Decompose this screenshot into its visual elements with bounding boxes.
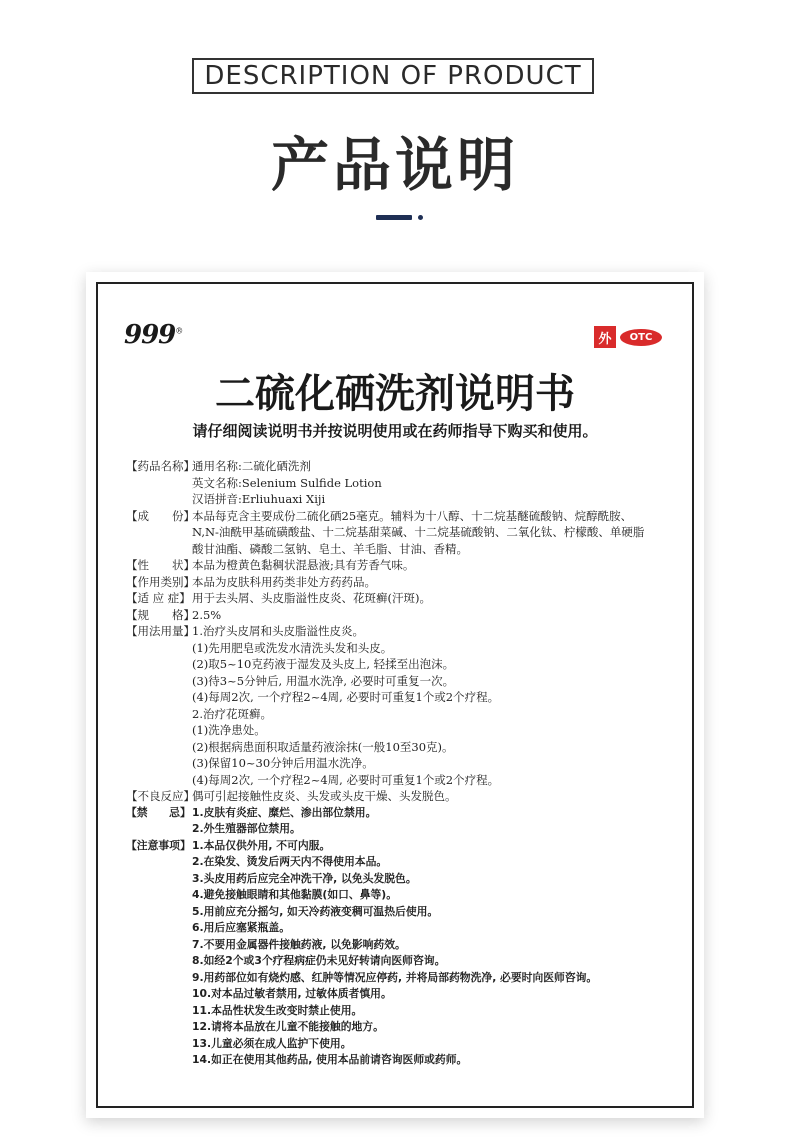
section-line: 10.对本品过敏者禁用, 过敏体质者慎用。 (192, 987, 392, 1000)
brand-text: 999 (124, 320, 176, 350)
section-line: (3)保留10~30分钟后用温水洗净。 (192, 756, 374, 770)
header-english-title: DESCRIPTION OF PRODUCT (204, 61, 582, 91)
section-line: (1)洗净患处。 (192, 723, 266, 737)
section-line: 1.皮肤有炎症、糜烂、渗出部位禁用。 (192, 805, 377, 819)
section-line: (1)先用肥皂或洗发水清洗头发和头皮。 (192, 640, 393, 655)
section-line: 6.用后应塞紧瓶盖。 (192, 921, 290, 934)
section-line: 12.请将本品放在儿童不能接触的地方。 (192, 1020, 384, 1033)
section-content (192, 508, 686, 558)
section-line: 用于去头屑、头皮脂溢性皮炎、花斑癣(汗斑)。 (192, 591, 431, 605)
section-line: (3)待3~5分钟后, 用温水洗净, 必要时可重复一次。 (192, 673, 455, 688)
section-line: 2.5% (192, 607, 222, 622)
section-line: (4)每周2次, 一个疗程2~4周, 必要时可重复1个或2个疗程。 (192, 772, 500, 787)
section-label: 【注意事项】 (126, 838, 191, 852)
section-label: 【禁 忌】 (126, 805, 191, 819)
section-line: (2)取5~10克药液于湿发及头皮上, 轻揉至出泡沫。 (192, 657, 455, 671)
leaflet-sections (126, 458, 686, 1069)
section (126, 805, 686, 838)
section (126, 838, 686, 1069)
leaflet-title: 二硫化硒洗剂说明书 (215, 370, 575, 417)
section (126, 623, 686, 788)
section-line: 7.不要用金属器件接触药液, 以免影响药效。 (192, 937, 406, 951)
section-line: 本品每克含主要成份二硫化硒25毫克。辅料为十八醇、十二烷基醚硫酸钠、烷醇酰胺、 (192, 508, 633, 523)
section-line: 通用名称:二硫化硒洗剂 (192, 459, 311, 473)
section-content (192, 557, 686, 574)
section-line: 13.儿童必须在成人监护下使用。 (192, 1036, 352, 1050)
section (126, 574, 686, 591)
section-line: 1.本品仅供外用, 不可内服。 (192, 838, 331, 852)
section (126, 458, 686, 508)
section-line: 2.外生殖器部位禁用。 (192, 822, 301, 835)
section-label: 【适 应 症】 (126, 591, 191, 605)
registered-mark: ® (175, 326, 183, 336)
section (126, 788, 686, 805)
section-line: N,N-油酰甲基硫磺酸盐、十二烷基甜菜碱、十二烷基硫酸钠、二氧化钛、柠檬酸、单硬脂 (192, 525, 645, 539)
section-line: 11.本品性状发生改变时禁止使用。 (192, 1003, 363, 1017)
section-line: 9.用药部位如有烧灼感、红肿等情况应停药, 并将局部药物洗净, 必要时向医师咨询。 (192, 970, 598, 984)
section-line: (2)根据病患面积取适量药液涂抹(一般10至30克)。 (192, 739, 454, 754)
section-label: 【规 格】 (126, 607, 195, 622)
section-line: 5.用前应充分摇匀, 如天冷药液变稠可温热后使用。 (192, 904, 439, 918)
instruction-leaflet (86, 272, 704, 1118)
section (126, 607, 686, 624)
section-label: 【用法用量】 (126, 624, 195, 638)
section-line: 14.如正在使用其他药品, 使用本品前请咨询医师或药师。 (192, 1053, 468, 1066)
section-label: 【不良反应】 (126, 789, 195, 803)
section-content (192, 623, 686, 788)
section-content (192, 458, 686, 508)
section (126, 508, 686, 558)
external-use-badge: 外 (594, 326, 616, 348)
section-line: 英文名称:Selenium Sulfide Lotion (192, 475, 382, 490)
section-content (192, 574, 686, 591)
section-content (192, 805, 686, 838)
section-line: (4)每周2次, 一个疗程2~4周, 必要时可重复1个或2个疗程。 (192, 690, 500, 704)
header-chinese-title: 产品说明 (270, 131, 519, 199)
brand-logo (124, 320, 182, 350)
section-line: 2.在染发、烫发后两天内不得使用本品。 (192, 855, 388, 868)
accent-bar (376, 215, 412, 220)
section-line: 偶可引起接触性皮炎、头发或头皮干燥、头发脱色。 (192, 789, 457, 803)
otc-badge: OTC (620, 329, 662, 346)
section-content (192, 590, 686, 607)
section-line: 4.避免接触眼睛和其他黏膜(如口、鼻等)。 (192, 888, 398, 901)
leaflet-subtitle: 请仔细阅读说明书并按说明使用或在药师指导下购买和使用。 (192, 422, 598, 440)
section-line: 3.头皮用药后应完全冲洗干净, 以免头发脱色。 (192, 871, 417, 885)
section-line: 8.如经2个或3个疗程病症仍未见好转请向医师咨询。 (192, 954, 446, 967)
section-label: 【药品名称】 (126, 459, 195, 473)
section-content (192, 607, 686, 624)
section-label: 【成 份】 (126, 508, 195, 523)
section-line: 1.治疗头皮屑和头皮脂溢性皮炎。 (192, 624, 364, 638)
section (126, 557, 686, 574)
section-line: 汉语拼音:Erliuhuaxi Xiji (192, 492, 326, 506)
leaflet-border (96, 282, 694, 1108)
section-line: 本品为皮肤科用药类非处方药药品。 (192, 574, 376, 589)
section (126, 590, 686, 607)
section-label: 【性 状】 (126, 558, 195, 572)
section-label: 【作用类别】 (126, 574, 195, 589)
section-line: 酸甘油酯、磷酸二氢钠、皂土、羊毛脂、甘油、香精。 (192, 541, 468, 556)
header-english-box (192, 58, 594, 94)
accent-dot (418, 215, 423, 220)
section-content (192, 838, 686, 1069)
section-content (192, 788, 686, 805)
section-line: 本品为橙黄色黏稠状混悬液;具有芳香气味。 (192, 558, 415, 572)
section-line: 2.治疗花斑癣。 (192, 706, 272, 721)
